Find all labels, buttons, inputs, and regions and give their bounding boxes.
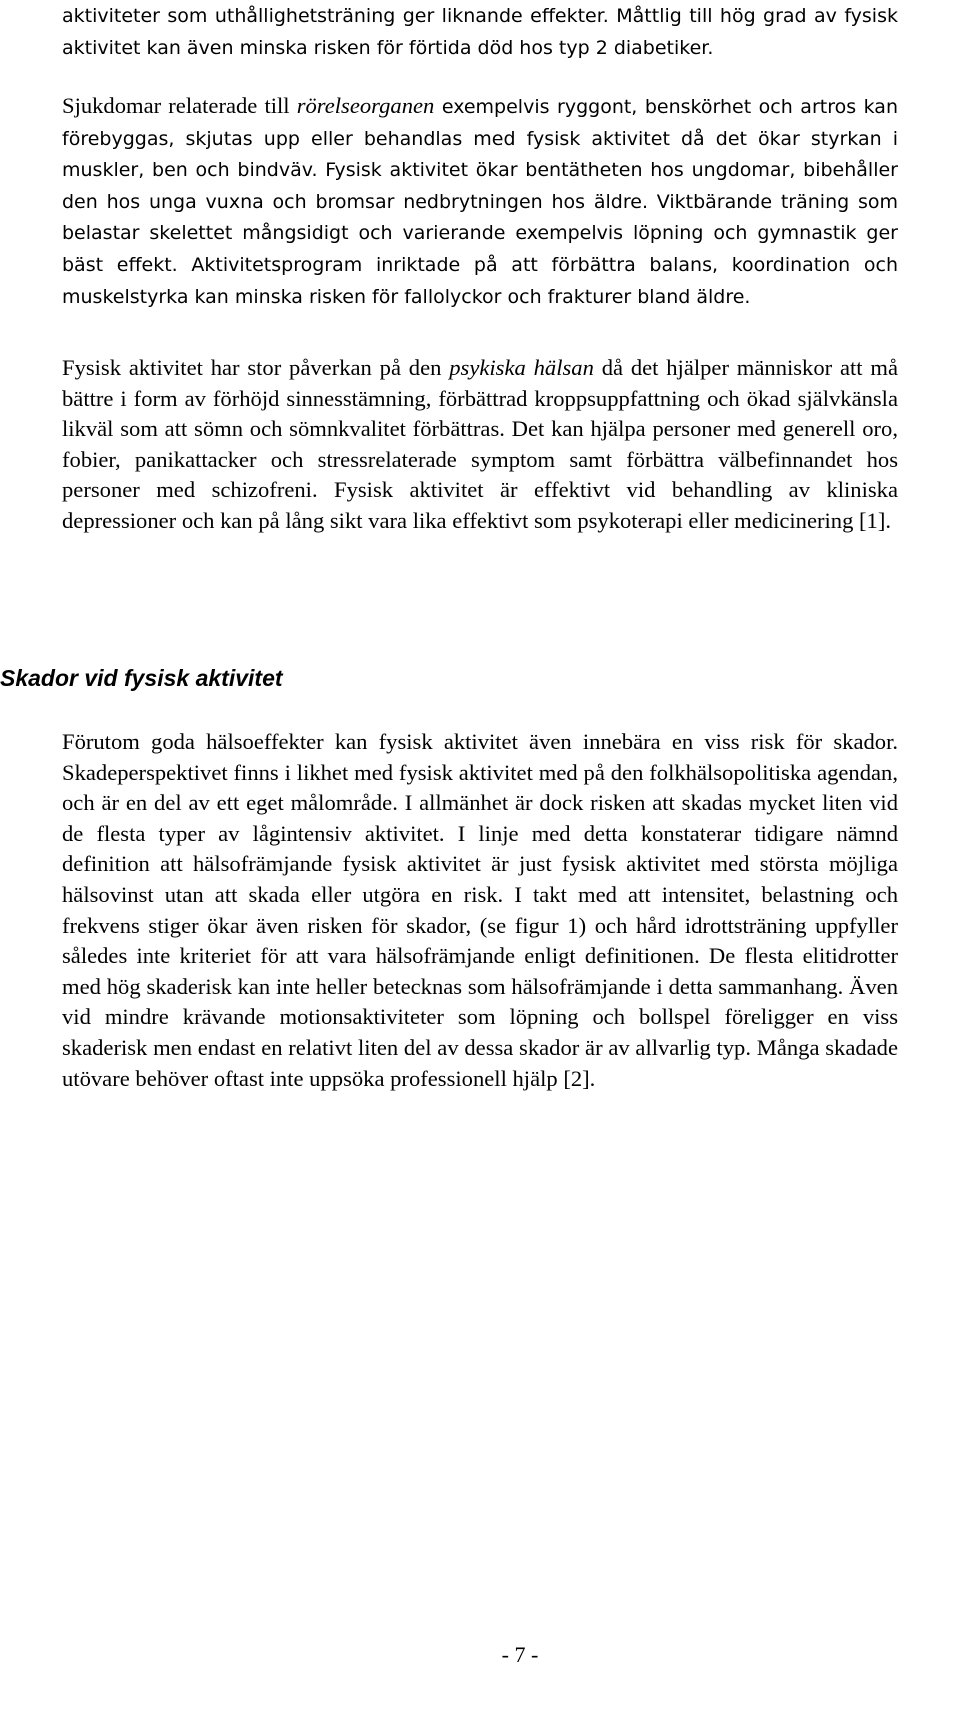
emphasis-psykiska-halsan: psykiska hälsan: [449, 355, 594, 380]
paragraph-rorelseorganen-lead: [62, 93, 898, 308]
paragraph-diabetes-text: aktiviteter som uthållighetsträning ger liknande effekter. Måttlig till hög grad av fysisk aktivitet kan även minska risken för förtida död hos typ 2 diabetiker.: [62, 5, 898, 59]
psykiska-lead: Fysisk aktivitet har stor påverkan på den: [62, 355, 450, 380]
paragraph-rorelseorganen: [62, 91, 898, 312]
paragraph-psykiska-halsan: [62, 353, 898, 537]
page-number: - 7 -: [501, 1642, 539, 1667]
section-heading: Skador vid fysisk aktivitet: [0, 665, 283, 691]
rorelseorganen-body: exempelvis ryggont, benskörhet och artros kan förebyggas, skjutas upp eller behandlas med fysisk aktivitet då det ökar styrkan i muskler, ben och bindväv. Fysisk aktivitet ökar bentätheten hos ungdomar, bibehåller den hos unga vuxna och bromsar nedbrytningen hos äldre. Viktbärande träning som belastar skelettet mångsidigt och varierande exempelvis löpning och gymnastik ger bäst effekt. Aktivitetsprogram inriktade på att förbättra balans, koordination och muskelstyrka kan minska risken för fallolyckor och frakturer bland äldre.: [62, 96, 898, 308]
psykiska-body: då det hjälper människor att må bättre i form av förhöjd sinnesstämning, förbättrad kroppsuppfattning och ökad självkänsla likväl som att sömn och sömnkvalitet förbättras. Det kan hjälpa personer med generell oro, fobier, panikattacker och stressrelaterade symptom samt förbättra välbefinnandet hos personer med schizofreni. Fysisk aktivitet är effektivt vid behandling av kliniska depressioner och kan på lång sikt vara lika effektivt som psykoterapi eller medicinering [1].: [62, 355, 898, 533]
lead-text: Sjukdomar relaterade till: [62, 93, 297, 118]
page-footer: [0, 1640, 960, 1670]
emphasis-rorelseorganen: rörelseorganen: [296, 93, 435, 118]
paragraph-skador: Förutom goda hälsoeffekter kan fysisk aktivitet även innebära en viss risk för skador. Skadeperspektivet finns i likhet med fysisk aktivitet med på den folkhälsopolitiska agendan, och är en del av ett eget målområde. I allmänhet är dock risken att skadas mycket liten vid de flesta typer av lågintensiv aktivitet. I linje med detta konstaterar tidigare nämnd definition att hälsofrämjande fysisk aktivitet är just fysisk aktivitet med största möjliga hälsovinst utan att skada eller utgöra en risk. I takt med att intensitet, belastning och frekvens stiger ökar även risken för skador, (se figur 1) och hård idrottsträning uppfyller således inte kriteriet för att vara hälsofrämjande enligt definitionen. De flesta elitidrotter med hög skaderisk kan inte heller betecknas som hälsofrämjande i detta sammanhang. Även vid mindre krävande motionsaktiviteter som löpning och bollspel föreligger en viss skaderisk men endast en relativt liten del av dessa skador är av allvarlig typ. Många skadade utövare behöver oftast inte uppsöka professionell hjälp [2].: [62, 729, 898, 1091]
paragraph-diabetes: [62, 0, 898, 63]
